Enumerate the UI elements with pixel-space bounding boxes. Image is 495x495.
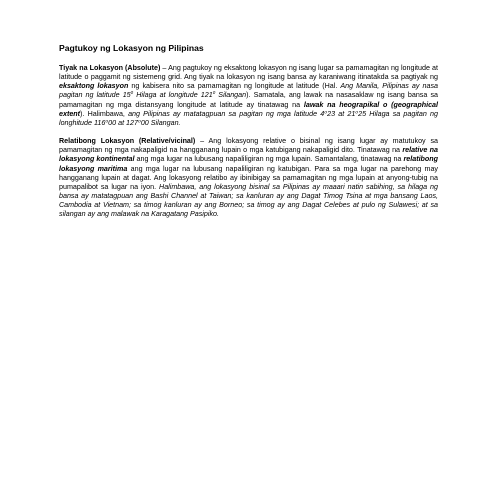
absolute-location-paragraph	[59, 64, 438, 128]
relative-example: Halimbawa, ang lokasyong bisinal sa Pilipinas ay maaari natin sabihing, sa hilaga ng bansa ay matatagpuan ang Bashi Channel at Taiwan; sa kanluran ay ang Dagat Timog Tsina at mga bansang Laos, Cambodia at Vietnam; sa timog kanluran ay ang Borneo; sa timog ay ang Dagat Celebes at pulo ng Sulawesi; at sa silangan ay ang malawak na Karagatang Pasipiko.	[59, 182, 438, 219]
absolute-location-term: Tiyak na Lokasyon (Absolute)	[59, 64, 161, 72]
degree-mark-2: 0	[212, 90, 216, 96]
document-title: Pagtukoy ng Lokasyon ng Pilipinas	[59, 43, 204, 53]
absolute-example-2: ang Pilipinas ay matatagpuan sa pagitan ng mga latitude 4⁰23 at 21⁰25 Hilaga sa pagitan ng longhitude 116⁰00 at 127⁰00 Silangan.	[59, 109, 438, 127]
relative-emphasis-1: relative na lokasyong kontinental	[59, 146, 439, 164]
example-post: Silangan	[215, 91, 247, 100]
absolute-emphasis-2: lawak na heograpikal o (geographical extent	[59, 100, 438, 118]
relative-location-paragraph	[59, 137, 438, 219]
absolute-emphasis-1: eksaktong lokasyon	[59, 82, 129, 91]
relative-emphasis-2: relatibong lokasyong maritima	[59, 155, 438, 173]
relative-text-3: ang mga lugar na lubusang napaliligiran ng katubigan. Para sa mga lugar na parehong may hangganang lupain at dagat. Ang lokasyong relatibo ay ibinibigay sa pamamagitan ng mga lupain at anyong-tubig na pumapalibot sa lugar na iyon.	[59, 164, 438, 191]
absolute-text-3: ). Samatala, ang lawak na nasasaklaw ng isang bansa sa pamamagitan ng mga distansyang longitude at latitude ay tinatawag na	[59, 91, 438, 109]
absolute-text-1: – Ang pagtukoy ng eksaktong lokasyon ng isang lugar sa pamamagitan ng longitude at latitude o paggamit ng sistemeng grid. Ang tiyak na lokasyon ng isang bansa ay karaniwang itinatakda sa pagtiyak ng	[59, 64, 438, 82]
example-mid: Hilaga at longitude 121	[133, 91, 213, 100]
degree-mark-1: 0	[130, 90, 134, 96]
absolute-text-2: ng kabisera nito sa pamamagitan ng longitude at latitude (Hal.	[128, 82, 341, 91]
document-body	[59, 43, 438, 229]
absolute-text-4: ). Halimbawa,	[80, 109, 129, 118]
relative-text-1: – Ang lokasyong relative o bisinal ng isang lugar ay matutukoy sa pamamagitan ng mga nakapaligid na hangganang lupain o mga katubigang nakapaligid dito. Tinatawag na	[59, 137, 438, 155]
relative-location-term: Relatibong Lokasyon (Relative/vicinal)	[59, 137, 196, 146]
example-pre: Ang Manila, Pilipinas ay nasa pagitan ng latitude 15	[59, 82, 439, 100]
relative-text-2: ang mga lugar na lubusang napaliligiran ng mga lupain. Samantalang, tinatawag na	[134, 155, 404, 164]
